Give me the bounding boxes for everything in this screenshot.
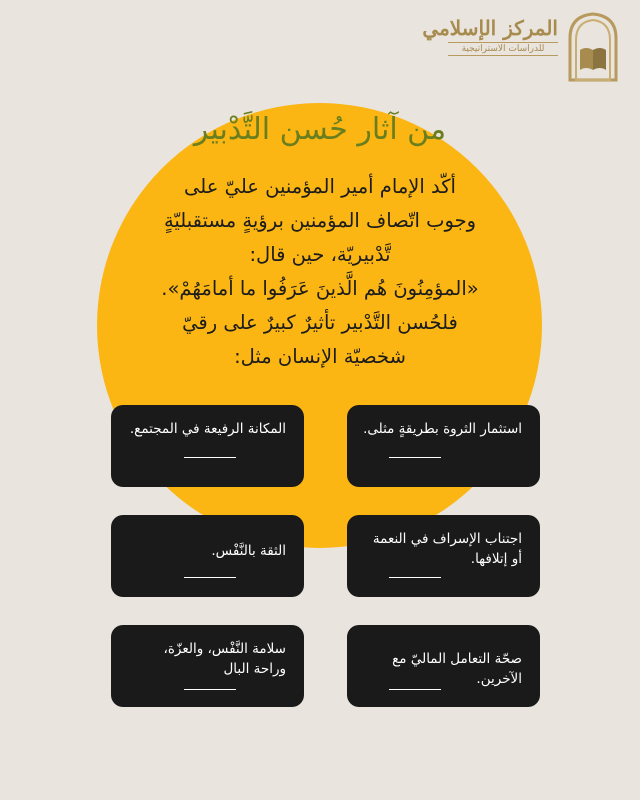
card-financial-dealing	[347, 625, 540, 707]
card-text: سلامة النَّفْس، والعزّة، وراحة البال	[163, 641, 286, 677]
center-logo	[422, 10, 622, 82]
intro-line: «المؤمِنُونَ هُم الَّذينَ عَرَفُوا ما أمامَهُمْ».	[161, 277, 479, 300]
intro-line: أكّد الإمام أمير المؤمنين عليّ على	[184, 175, 456, 198]
card-underline	[389, 577, 441, 578]
card-text: اجتناب الإسراف في النعمة أو إتلافها.	[372, 531, 522, 567]
card-text: استثمار الثروة بطريقةٍ مثلى.	[363, 421, 522, 437]
card-underline	[389, 689, 441, 690]
intro-line: فلحُسن التَّدْبير تأثيرٌ كبيرٌ على رقيّ	[182, 311, 458, 334]
logo-subtitle: للدراسات الاستراتيجية	[448, 42, 558, 56]
card-text: المكانة الرفيعة في المجتمع.	[129, 421, 286, 437]
book-emblem-icon	[564, 10, 622, 82]
intro-line: وجوب اتّصاف المؤمنين برؤيةٍ مستقبليّةٍ	[163, 209, 477, 232]
card-underline	[184, 577, 236, 578]
card-underline	[184, 689, 236, 690]
card-peace-of-mind	[111, 625, 304, 707]
intro-paragraph	[120, 170, 520, 374]
card-underline	[184, 457, 236, 458]
logo-text	[422, 16, 558, 56]
page-title: من آثار حُسن التَّدْبير	[193, 112, 447, 147]
intro-line: تَّدْبيريّة، حين قال:	[249, 243, 391, 266]
card-text: الثقة بالنَّفْس.	[211, 543, 286, 559]
logo-name: المركز الإسلامي	[422, 16, 558, 40]
intro-line: شخصيّة الإنسان مثل:	[234, 345, 406, 368]
card-underline	[389, 457, 441, 458]
card-text: صحّة التعامل الماليّ مع الآخرين.	[392, 651, 522, 687]
card-wealth-investment	[347, 405, 540, 487]
card-self-confidence	[111, 515, 304, 597]
card-avoid-waste	[347, 515, 540, 597]
card-high-status	[111, 405, 304, 487]
